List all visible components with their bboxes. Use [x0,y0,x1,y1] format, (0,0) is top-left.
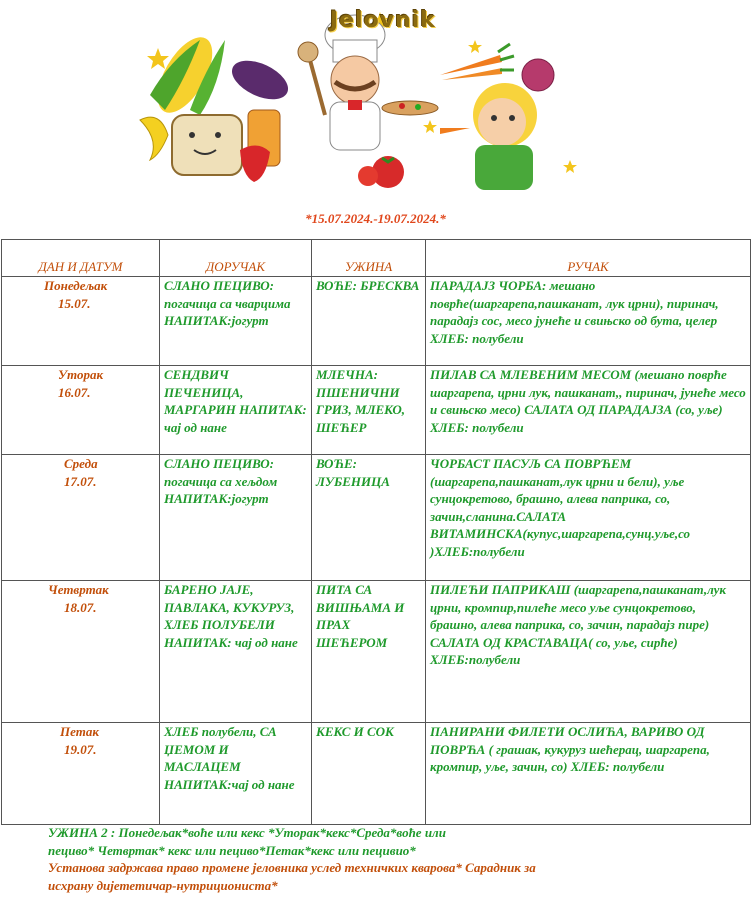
day-date: 15.07. [58,295,91,311]
lunch-cell: ПИЛЕЋИ ПАПРИКАШ (шаргарепа,пашканат,лук црни, кромпир,пилеће месо уље сунцокретово, брашно, алева паприка, со, зачин, парадајз пире) САЛАТА ОД КРАСТАВАЦА( со, уље, сирће) ХЛЕБ:полубели [426,581,751,723]
day-date: 16.07. [58,384,91,400]
footer-line-4: исхрану дијететичар-нутриционистa* [48,877,278,893]
day-cell [2,723,160,825]
menu-table [1,239,751,825]
day-date: 19.07. [64,741,97,757]
column-header-day: ДАН И ДАТУМ [2,240,160,277]
day-date: 17.07. [64,473,97,489]
snack-cell: КЕКС И СОК [312,723,426,825]
table-row [2,723,751,825]
table-row [2,366,751,455]
day-name: Уторак [58,367,104,382]
corn-icon [147,29,225,122]
breakfast-cell: ХЛЕБ полубели, СА ЏЕМОМ И МАСЛАЦЕМ НАПИТАК:чај од нане [160,723,312,825]
table-row [2,581,751,723]
table-header-row [2,240,751,277]
snack-cell: ВОЋЕ: ЛУБЕНИЦА [312,455,426,581]
day-name: Петак [60,724,99,739]
day-name: Четвртак [48,582,109,597]
day-date: 18.07. [64,599,97,615]
breakfast-cell: СЛАНО ПЕЦИВО: погачица са чварцима НАПИТАК:јогурт [160,277,312,366]
lunch-cell: ПАРАДАЈЗ ЧОРБА: мешано поврће(шаргарепа,пашканат, лук црни), пиринач, парадајз сос, месо јунеће и свињско од бута, целер ХЛЕБ: полубели [426,277,751,366]
boy-icon [440,83,537,190]
table-row [2,455,751,581]
strawberry-icon [240,145,270,182]
day-name: Среда [64,456,98,471]
sandwich-icon [172,115,242,175]
snack-cell: ВОЋЕ: БРЕСКВА [312,277,426,366]
date-range: *15.07.2024.-19.07.2024.* [305,211,446,226]
column-header-snack: УЖИНА [312,240,426,277]
lunch-cell: ЧОРБАСТ ПАСУЉ СА ПОВРЋЕМ (шаргарепа,пашканат,лук црни и бели), уље сунцокретово, брашно, алева паприка, со, зачин,сланина.САЛАТА ВИТАМИНСКА(купус,шаргарепа,сунц.уље,со )ХЛЕБ:полубели [426,455,751,581]
lunch-cell: ПИЛАВ СА МЛЕВЕНИМ МЕСОМ (мешано поврће шаргарепа, црни лук, пашканат,, пиринач, јунеће месо и свињско месо) САЛАТА ОД ПАРАДАЈЗА (со, уље) ХЛЕБ: полубели [426,366,751,455]
table-row [2,277,751,366]
header-illustration [130,0,600,200]
day-name: Понедељак [44,278,108,293]
banana-icon [140,117,168,160]
snack-cell: МЛЕЧНА: ПШЕНИЧНИ ГРИЗ, МЛЕКО, ШЕЋЕР [312,366,426,455]
day-cell [2,455,160,581]
lunch-cell: ПАНИРАНИ ФИЛЕТИ ОСЛИЋА, ВАРИВО ОД ПОВРЋА ( грашак, кукуруз шећерац, шаргарепа, кромпир, уље, зачин, со) ХЛЕБ: полубели [426,723,751,825]
page-title: Jelovnik [330,8,436,33]
onion-icon [522,59,554,91]
column-header-breakfast: ДОРУЧАК [160,240,312,277]
chef-icon [298,15,438,150]
snack-cell: ПИТА СА ВИШЊАМА И ПРАХ ШЕЋЕРОМ [312,581,426,723]
day-cell [2,581,160,723]
day-cell [2,277,160,366]
breakfast-cell: СЛАНО ПЕЦИВО: погачица са хељдом НАПИТАК:јогурт [160,455,312,581]
tomato-icon [358,156,404,188]
day-cell [2,366,160,455]
footer-notes [48,824,728,894]
breakfast-cell: БАРЕНО ЈАЈЕ, ПАВЛАКА, КУКУРУЗ, ХЛЕБ ПОЛУБЕЛИ НАПИТАК: чај од нане [160,581,312,723]
column-header-lunch: РУЧАК [426,240,751,277]
eggplant-icon [226,53,294,107]
breakfast-cell: СЕНДВИЧ ПЕЧЕНИЦА, МАРГАРИН НАПИТАК: чај од нане [160,366,312,455]
footer-line-3: Установа задржава право промене јеловника услед техничких кварова* Сарадник за [48,860,536,875]
footer-line-1: УЖИНА 2 : Понедељак*воће или кекс *Уторак*кекс*Среда*воће или [48,825,446,840]
footer-line-2: пециво* Четвртак* кекс или пециво*Петак*кекс или пецивио* [48,842,416,858]
